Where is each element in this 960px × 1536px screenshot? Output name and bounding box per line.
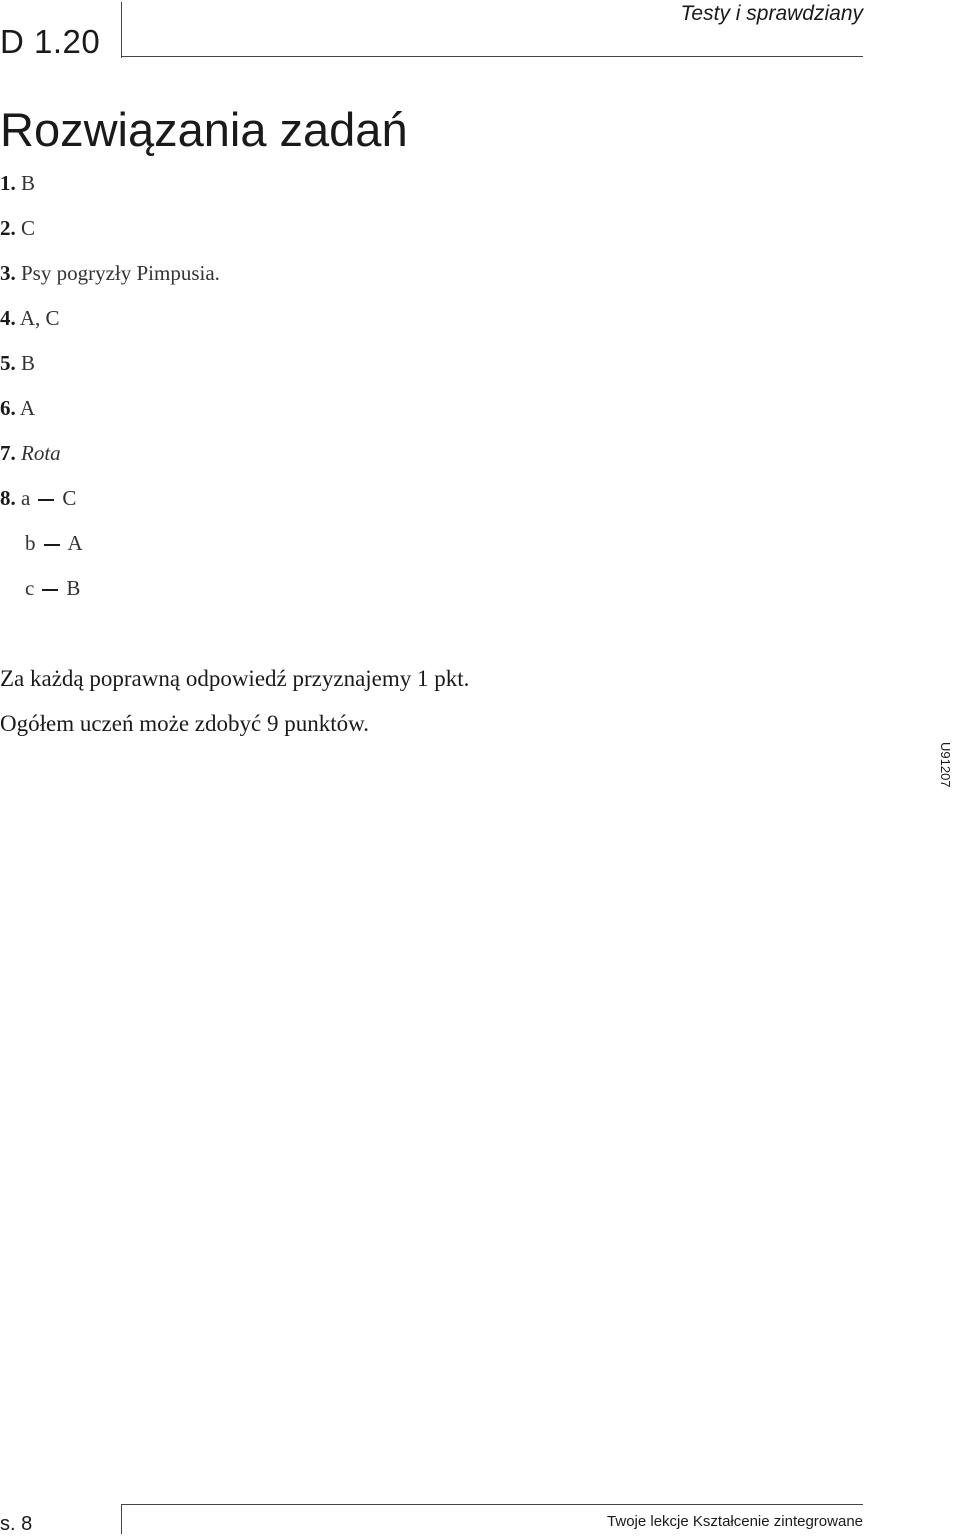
answer-number: 5. [0, 351, 16, 375]
answer-text: B [21, 351, 36, 375]
answer-text: B [21, 171, 36, 195]
answer-text: A, C [19, 306, 60, 330]
answer-item-6 [0, 392, 220, 437]
answer-item-4 [0, 302, 220, 347]
dash-icon [42, 589, 58, 591]
answer-text: A [19, 396, 36, 420]
answer-text: C [21, 216, 36, 240]
dash-icon [38, 499, 54, 501]
answer-number: 1. [0, 171, 16, 195]
answer-item-2 [0, 212, 220, 257]
footer-divider-vertical [121, 1504, 122, 1534]
answer-text: Rota [21, 441, 61, 465]
answer-number: 6. [0, 396, 16, 420]
match-left: c [25, 576, 35, 600]
answer-number: 8. [0, 486, 16, 510]
match-item-c [0, 572, 220, 617]
answer-item-3 [0, 257, 220, 302]
dash-icon [44, 544, 60, 546]
answer-number: 7. [0, 441, 16, 465]
match-left: a [21, 486, 31, 510]
header-divider-horizontal [121, 56, 863, 57]
scoring-note: Za każdą poprawną odpowiedź przyznajemy 1 pkt. [0, 666, 470, 691]
header-divider-vertical [121, 2, 122, 58]
match-right: C [62, 486, 77, 510]
answer-list [0, 167, 220, 617]
answer-number: 4. [0, 306, 16, 330]
answer-item-5 [0, 347, 220, 392]
answer-number: 2. [0, 216, 16, 240]
answer-item-8 [0, 482, 220, 527]
side-document-code: U91207 [938, 742, 953, 788]
match-left: b [25, 531, 36, 555]
answer-item-1 [0, 167, 220, 212]
footer-series-title: Twoje lekcje Kształcenie zintegrowane [607, 1513, 863, 1530]
document-code: D 1.20 [0, 23, 101, 60]
match-right: B [66, 576, 81, 600]
answer-number: 3. [0, 261, 16, 285]
match-item-b [0, 527, 220, 572]
answer-item-7 [0, 437, 220, 482]
total-points-note: Ogółem uczeń może zdobyć 9 punktów. [0, 711, 369, 736]
header-series-title: Testy i sprawdziany [680, 2, 863, 25]
page-number: s. 8 [0, 1513, 33, 1535]
page-title: Rozwiązania zadań [0, 103, 408, 156]
footer-divider-horizontal [121, 1504, 863, 1505]
answer-text: Psy pogryzły Pimpusia. [21, 261, 220, 285]
match-right: A [67, 531, 83, 555]
